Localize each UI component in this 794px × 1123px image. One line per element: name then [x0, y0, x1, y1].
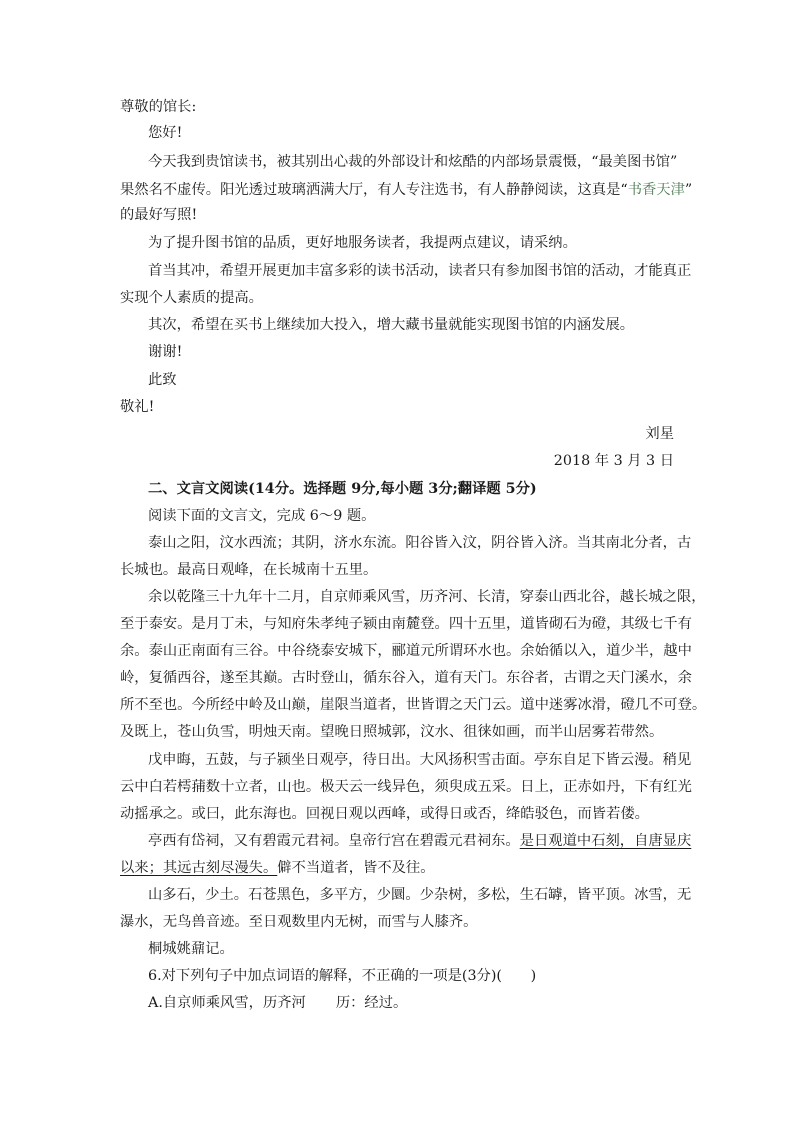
- passage-p5-line2: 瀑水，无鸟兽音迹。至日观数里内无树，而雪与人膝齐。: [120, 914, 478, 930]
- passage-p2-line3: 余。泰山正南面有三谷。中谷绕泰安城下，郦道元所谓环水也。余始循以入，道少半，越中: [120, 643, 692, 659]
- passage-p3-line1: 戊申晦，五鼓，与子颍坐日观亭，待日出。大风扬积雪击面。亭东自足下皆云漫。稍见: [148, 752, 692, 768]
- passage-p2-line1: 余以乾隆三十九年十二月，自京师乘风雪，历齐河、长清，穿泰山西北谷，越长城之限，: [148, 589, 706, 605]
- letter-p1-line3: 的最好写照!: [120, 207, 198, 223]
- letter-date: 2018 年 3 月 3 日: [553, 453, 674, 469]
- letter-p1-line2: 果然名不虚传。阳光透过玻璃洒满大厅，有人专注选书，有人静静阅读，这真是“书香天津”: [120, 182, 693, 198]
- letter-p2: 为了提升图书馆的品质，更好地服务读者，我提两点建议，请采纳。: [148, 235, 577, 251]
- letter-thanks: 谢谢!: [148, 344, 183, 360]
- passage-p4-line1: 亭西有岱祠，又有碧霞元君祠。皇帝行宫在碧霞元君祠东。是日观道中石刻，自唐显庆: [148, 833, 692, 849]
- letter-closing-2: 敬礼!: [120, 399, 155, 415]
- passage-p4-line2: 以来；其远古刻尽漫失。僻不当道者，皆不及往。: [120, 860, 435, 876]
- passage-p1-line2: 长城也。最高日观峰，在长城南十五里。: [120, 562, 378, 578]
- section-instruction: 阅读下面的文言文，完成 6～9 题。: [148, 508, 376, 524]
- letter-greeting: 您好!: [148, 125, 183, 141]
- letter-closing-1: 此致: [148, 372, 177, 388]
- letter-p1-line1: 今天我到贵馆读书，被其别出心裁的外部设计和炫酷的内部场景震慑，“最美图书馆”: [148, 154, 678, 170]
- passage-author: 桐城姚鼐记。: [148, 941, 234, 957]
- section-heading: 二、文言文阅读(14分。选择题 9分,每小题 3分;翻译题 5分): [148, 481, 537, 497]
- letter-p3-line1: 首当其冲，希望开展更加丰富多彩的读书活动，读者只有参加图书馆的活动，才能真正: [148, 263, 692, 279]
- passage-p3-line2: 云中白若樗蒱数十立者，山也。极天云一线异色，须臾成五采。日上，正赤如丹，下有红光: [120, 779, 692, 795]
- passage-p2-line4: 岭，复循西谷，遂至其巅。古时登山，循东谷入，道有天门。东谷者，古谓之天门溪水，余: [120, 670, 692, 686]
- underlined-sentence: 是日观道中石刻，自唐显庆: [519, 833, 692, 849]
- passage-p2-line5: 所不至也。今所经中岭及山巅，崖限当道者，世皆谓之天门云。道中迷雾冰滑，磴几不可登。: [120, 697, 707, 713]
- letter-signature: 刘星: [645, 426, 674, 442]
- letter-salutation: 尊敬的馆长:: [120, 99, 197, 115]
- passage-p3-line3: 动摇承之。或曰，此东海也。回视日观以西峰，或得日或否，绛皓驳色，而皆若偻。: [120, 806, 649, 822]
- passage-p2-line2: 至于泰安。是月丁未，与知府朱孝纯子颍由南麓登。四十五里，道皆砌石为磴，其级七千有: [120, 616, 692, 632]
- passage-p5-line1: 山多石，少土。石苍黑色，多平方，少圜。少杂树，多松，生石罅，皆平顶。冰雪，无: [148, 887, 692, 903]
- question-6: 6.对下列句子中加点词语的解释，不正确的一项是(3分)( ): [148, 968, 537, 984]
- letter-p3-line2: 实现个人素质的提高。: [120, 290, 263, 306]
- highlight-shuxiang-tianjin: 书香天津: [627, 182, 685, 198]
- underlined-sentence-cont: 以来；其远古刻尽漫失。: [120, 860, 278, 876]
- question-6-option-a: A.自京师乘风雪，历齐河 历：经过。: [148, 995, 408, 1011]
- passage-p2-line6: 及既上，苍山负雪，明烛天南。望晚日照城郭，汶水、徂徕如画，而半山居雾若带然。: [120, 724, 664, 740]
- letter-p4: 其次，希望在买书上继续加大投入，增大藏书量就能实现图书馆的内涵发展。: [148, 317, 635, 333]
- passage-p1-line1: 泰山之阳，汶水西流；其阴，济水东流。阳谷皆入汶，阴谷皆入济。当其南北分者，古: [148, 535, 692, 551]
